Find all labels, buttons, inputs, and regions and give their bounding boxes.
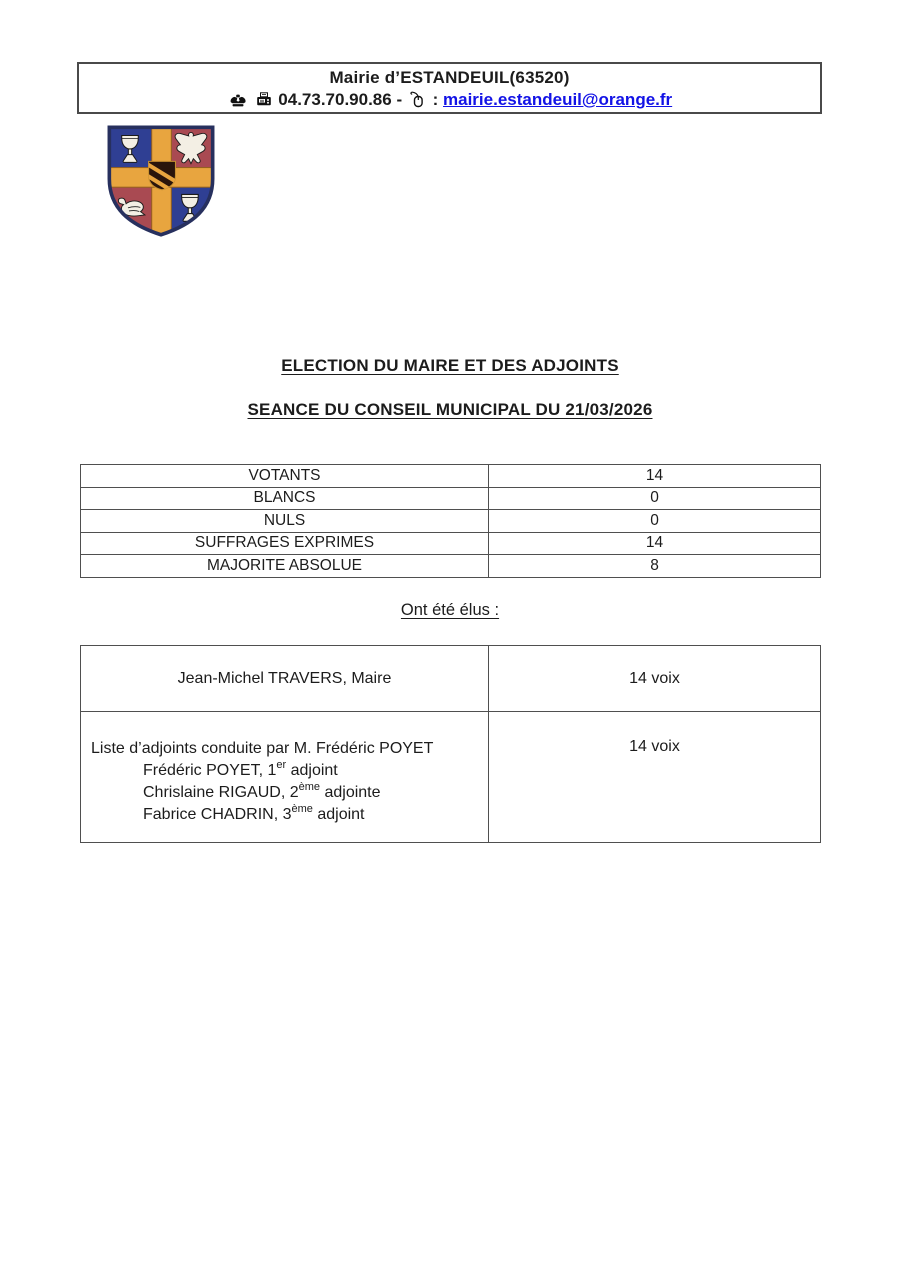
adjoint-1: Frédéric POYET, 1er adjoint [143,758,338,779]
table-row [81,532,821,555]
dash-separator: - [396,90,403,109]
vote-counts-table [80,464,821,578]
mairie-title: Mairie d’ESTANDEUIL(63520) [329,68,570,87]
table-row [81,465,821,488]
vote-count-value: 14 [489,465,821,488]
vote-count-label: BLANCS [81,487,489,510]
table-row-mayor [81,646,821,712]
adjoint-2: Chrislaine RIGAUD, 2ème adjointe [143,780,381,801]
vote-count-value: 0 [489,510,821,533]
contact-line [79,88,820,114]
fax-icon [256,91,272,114]
session-title: SEANCE DU CONSEIL MUNICIPAL DU 21/03/2026 [247,400,653,419]
table-row-adjoints [81,712,821,843]
vote-count-label: NULS [81,510,489,533]
ordinal-suffix: er [276,758,287,771]
adjoints-list-title: Liste d’adjoints conduite par M. Frédéric POYET [91,740,434,757]
elected-table [80,645,821,843]
email-link[interactable]: mairie.estandeuil@orange.fr [443,90,673,109]
vote-count-value: 0 [489,487,821,510]
adjoint-3: Fabrice CHADRIN, 3ème adjoint [143,802,365,823]
header-box [77,62,822,114]
ordinal-suffix: ème [291,802,313,815]
elected-name: Jean-Michel TRAVERS, Maire [177,669,392,687]
elected-votes: 14 voix [489,646,821,712]
vote-count-value: 8 [489,555,821,578]
colon-separator: : [432,90,439,109]
elected-votes: 14 voix [489,712,821,843]
mouse-icon [409,91,426,114]
elected-heading: Ont été élus : [400,601,500,619]
vote-count-label: SUFFRAGES EXPRIMES [81,532,489,555]
phone-icon [229,91,247,114]
coat-of-arms [99,118,223,244]
ordinal-suffix: ème [298,780,321,793]
table-row [81,510,821,533]
vote-count-value: 14 [489,532,821,555]
vote-count-label: MAJORITE ABSOLUE [81,555,489,578]
document-title: ELECTION DU MAIRE ET DES ADJOINTS [281,356,619,375]
vote-count-label: VOTANTS [81,465,489,488]
table-row [81,555,821,578]
table-row [81,487,821,510]
phone-number: 04.73.70.90.86 [278,90,392,109]
